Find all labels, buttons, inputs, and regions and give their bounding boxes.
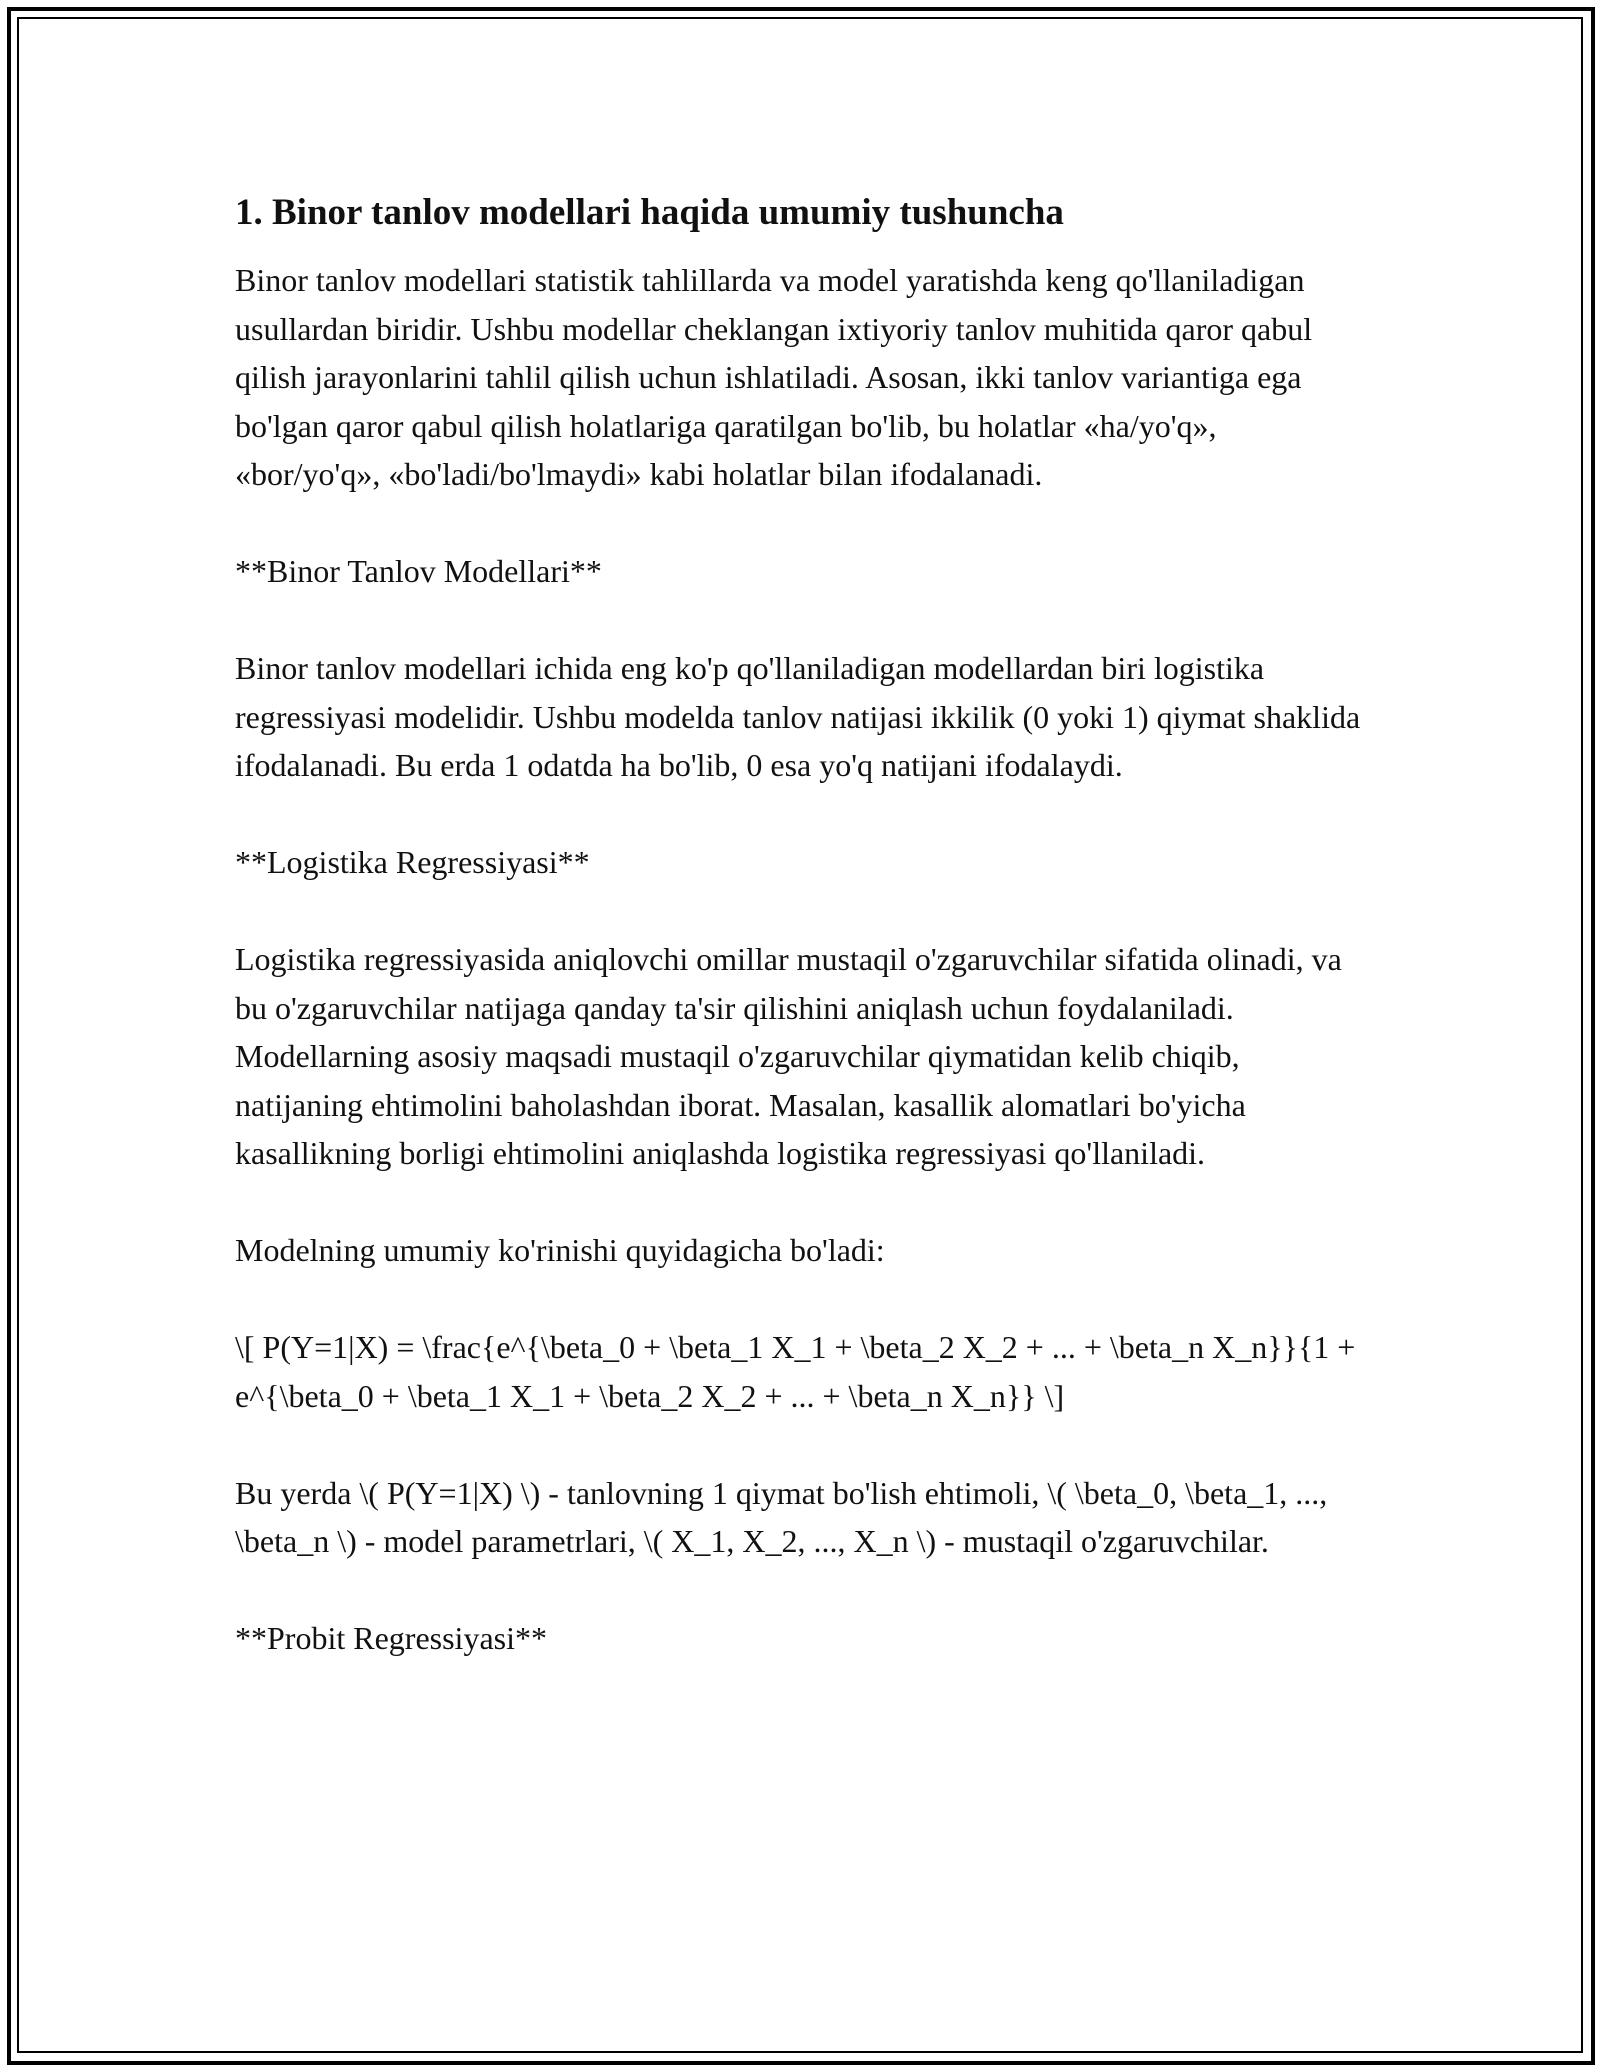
subheading-binor-tanlov-modellari: **Binor Tanlov Modellari**	[235, 553, 602, 589]
subheading-probit-regressiyasi: **Probit Regressiyasi**	[235, 1620, 547, 1656]
logistic-model-paragraph: Binor tanlov modellari ichida eng ko'p qo'llaniladigan modellardan biri logistika regressiyasi modelidir. Ushbu modelda tanlov natijasi ikkilik (0 yoki 1) qiymat shaklida ifodalanadi. Bu erda 1 odatda ha bo'lib, 0 esa yo'q natijani ifodalaydi.	[235, 650, 1361, 783]
model-form-intro: Modelning umumiy ko'rinishi quyidagicha bo'ladi:	[235, 1232, 885, 1268]
section-heading: 1. Binor tanlov modellari haqida umumiy tushuncha	[235, 192, 1064, 233]
intro-paragraph: Binor tanlov modellari statistik tahlillarda va model yaratishda keng qo'llaniladigan usullardan biridir. Ushbu modellar cheklangan ixtiyoriy tanlov muhitida qaror qabul qilish jarayonlarini tahlil qilish uchun ishlatiladi. Asosan, ikki tanlov variantiga ega bo'lgan qaror qabul qilish holatlariga qaratilgan bo'lib, bu holatlar «ha/yo'q», «bor/yo'q», «bo'ladi/bo'lmaydi» kabi holatlar bilan ifodalanadi.	[235, 262, 1313, 492]
document-body	[235, 186, 1365, 1663]
subheading-logistika-regressiyasi: **Logistika Regressiyasi**	[235, 844, 590, 880]
logistic-regression-paragraph: Logistika regressiyasida aniqlovchi omillar mustaqil o'zgaruvchilar sifatida olinadi, va bu o'zgaruvchilar natijaga qanday ta'sir qilishini aniqlash uchun foydalaniladi. Modellarning asosiy maqsadi mustaqil o'zgaruvchilar qiymatidan kelib chiqib, natijaning ehtimolini baholashdan iborat. Masalan, kasallik alomatlari bo'yicha kasallikning borligi ehtimolini aniqlashda logistika regressiyasi qo'llaniladi.	[235, 941, 1342, 1171]
formula-latex: \[ P(Y=1|X) = \frac{e^{\beta_0 + \beta_1 X_1 + \beta_2 X_2 + ... + \beta_n X_n}}{1 + e^{\beta_0 + \beta_1 X_1 + \beta_2 X_2 + ... + \beta_n X_n}} \]	[235, 1329, 1356, 1414]
formula-explanation: Bu yerda \( P(Y=1|X) \) - tanlovning 1 qiymat bo'lish ehtimoli, \( \beta_0, \beta_1, ..., \beta_n \) - model parametrlari, \( X_1, X_2, ..., X_n \) - mustaqil o'zgaruvchilar.	[235, 1474, 1328, 1559]
